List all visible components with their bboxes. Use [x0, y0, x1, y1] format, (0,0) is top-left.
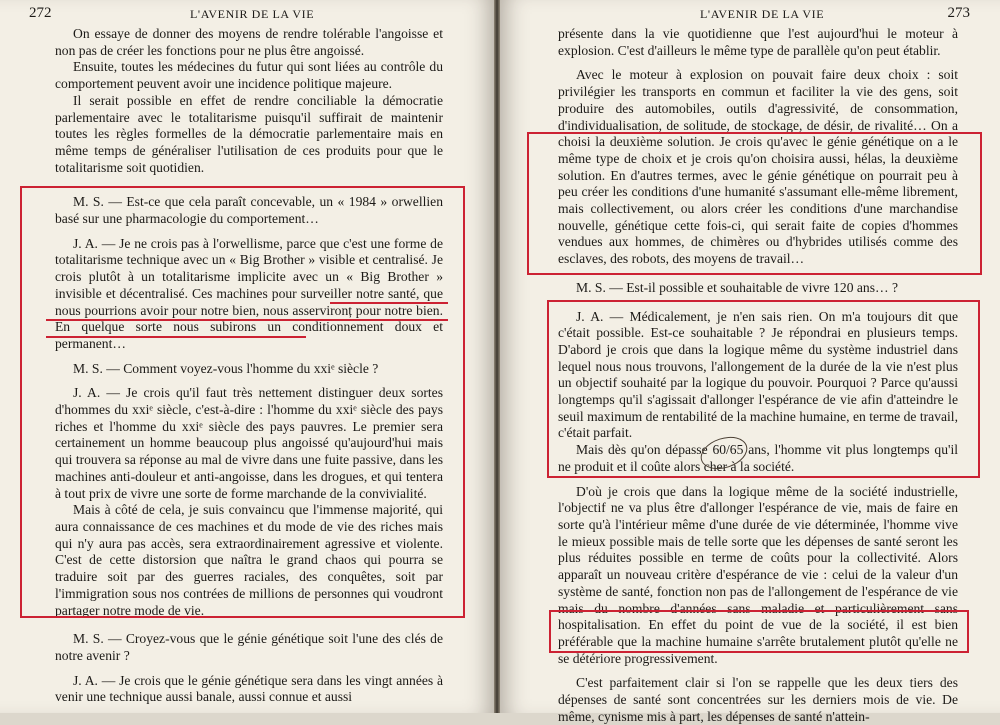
paragraph-answer: J. A. — Médicalement, je n'en sais rien. On m'a toujours dit que c'était possible. Est-ce souhaitable ? Je répondrai en plusieurs temps. D'abord je crois que dans la logique même du système industriel dans lequel nous nous trouvons, l'allongement de la durée de la vie n'est plus un objectif souhaité par la logique du pouvoir. Pourquoi ? Parce qu'aussi longtemps qu'il s'agissait d'allonger l'espérance de vie afin d'atteindre le seuil maximum de rentabilité de la machine humaine, en terme de travail, c'était parfait. — [558, 308, 958, 441]
page-number-left: 272 — [29, 5, 52, 21]
underline-mark — [330, 302, 448, 304]
left-page — [0, 0, 494, 713]
paragraph: On essaye de donner des moyens de rendre tolérable l'angoisse et non pas de créer les fonctions pour ne plus être angoissé. — [55, 26, 443, 58]
paragraph-question: M. S. — Comment voyez-vous l'homme du xxiᵉ siècle ? — [73, 360, 379, 376]
paragraph: Mais dès qu'on dépasse 60/65 ans, l'homme vit plus longtemps qu'il ne produit et il coûte alors cher à la société. — [558, 442, 958, 474]
highlight-box-left — [20, 186, 465, 618]
paragraph-answer: J. A. — Je crois qu'il faut très nettement distinguer deux sortes d'hommes du xxiᵉ siècle, c'est-à-dire : l'homme du xxiᵉ siècle des pays riches et l'homme du xxiᵉ siècle des pays pauvres. Le premier sera certainement un homme beaucoup plus angoissé qu'aujourd'hui mais qui trouvera sa réponse au mal de vivre dans une fuite passive, dans les machines anti-douleur et anti-angoisse, dans les drogues, et qui tentera à tout prix de vivre une sorte de forme marchande de la convivialité. — [55, 385, 443, 501]
paragraph: C'est parfaitement clair si l'on se rappelle que les deux tiers des dépenses de santé sont concentrées sur les derniers mois de vie. De même, cynisme mis à part, les dépenses de santé n'attein- — [558, 675, 958, 724]
paragraph: Il serait possible en effet de rendre conciliable la démocratie parlementaire avec le totalitarisme puisqu'il suffirait de maintenir toutes les règles formelles de la démocratie parlementaire mais en même temps de généraliser l'utilisation de ces produits pour que le totalitarisme soit quotidien. — [55, 92, 443, 175]
highlight-box-right-3 — [549, 610, 969, 653]
underline-mark — [46, 336, 306, 338]
running-head-right: L'AVENIR DE LA VIE — [700, 7, 825, 21]
paragraph: présente dans la vie quotidienne que l'est aujourd'hui le moteur à explosion. C'est d'ailleurs le même type de parallèle qu'on peut établir. — [558, 26, 958, 58]
running-head-left: L'AVENIR DE LA VIE — [190, 7, 315, 21]
highlight-box-right-1 — [527, 132, 982, 275]
paragraph: D'où je crois que dans la logique même de la société industrielle, l'objectif ne va plus être d'allonger l'espérance de vie, mais de faire en sorte qu'à l'intérieur même d'une durée de vie déterminée, l'homme vive le mieux possible mais de telle sorte que les dépenses de santé seront les plus réduites possible en terme de coûts pour la collectivité. Alors apparaît un nouveau critère d'espérance de vie : celui de la valeur d'un système de santé, fonction non pas de l'allongement de l'espérance de vie mais du nombre d'années sans maladie et particulièrement sans hospitalisation. En effet du point de vue de la société, il est bien préférable que la machine humaine s'arrête brutalement plutôt qu'elle ne se détériore progressivement. — [558, 483, 958, 666]
paragraph-answer: J. A. — Je ne crois pas à l'orwellisme, parce que c'est une forme de totalitarisme technique avec un « Big Brother » visible et centralisé. Je crois plutôt à un totalitarisme implicite avec un « Big Brother » invisible et décentralisé. Ces machines pour surveiller notre santé, que nous pourrions avoir pour notre bien, nous asservironț pour notre bien. En quelque sorte nous subirons un conditionnement doux et permanent… — [55, 235, 443, 351]
highlight-box-right-2 — [547, 300, 980, 478]
paragraph-question: M. S. — Est-il possible et souhaitable de vivre 120 ans… ? — [576, 279, 899, 295]
right-page — [500, 0, 1000, 724]
paragraph-answer: J. A. — Je crois que le génie génétique sera dans les vingt années à venir une technique aussi banale, aussi connue et aussi — [55, 672, 443, 705]
paragraph: Mais à côté de cela, je suis convaincu que l'immense majorité, qui aura connaissance de ces machines et du mode de vie des riches mais qui n'y aura pas accès, sera extraordinairement agressive et violente. C'est de cette distorsion que naîtra le grand chaos qui pourra se traduire soit par des guerres raciales, des conquêtes, soit par l'immigration sous nos contrées de millions de personnes qui voudront partager notre mode de vie. — [55, 502, 443, 618]
paragraph: Ensuite, toutes les médecines du futur qui sont liées au contrôle du comportement peuvent avoir une incidence politique majeure. — [55, 59, 443, 92]
paragraph-question: M. S. — Est-ce que cela paraît concevable, un « 1984 » orwellien basé sur une pharmacologie du comportement… — [55, 194, 443, 227]
paragraph-question: M. S. — Croyez-vous que le génie génétique soit l'une des clés de notre avenir ? — [55, 631, 443, 663]
underline-mark — [46, 319, 448, 321]
page-number-right: 273 — [947, 5, 970, 21]
paragraph: Avec le moteur à explosion on pouvait faire deux choix : soit privilégier les transports en commun et faciliter la vie des gens, soit produire des automobiles, outils d'agressivité, de consommation, d'individualisation, de solitude, de stockage, de désir, de rivalité… On a choisi la deuxième solution. Je crois qu'avec le génie génétique on a le même type de choix et je crois qu'on choisira aussi, hélas, la deuxième solution. En d'autres termes, avec le génie génétique on pourrait peu à peu créer les conditions d'une humanité s'assumant elle-même librement, mais collectivement, ou alors créer les conditions d'une marchandise nouvelle, génétique cette fois-ci, qui serait faite de copies d'hommes vendues aux hommes, de chimères ou d'hybrides utilisés comme des esclaves, des robots, des moyens de travail… — [558, 67, 958, 267]
